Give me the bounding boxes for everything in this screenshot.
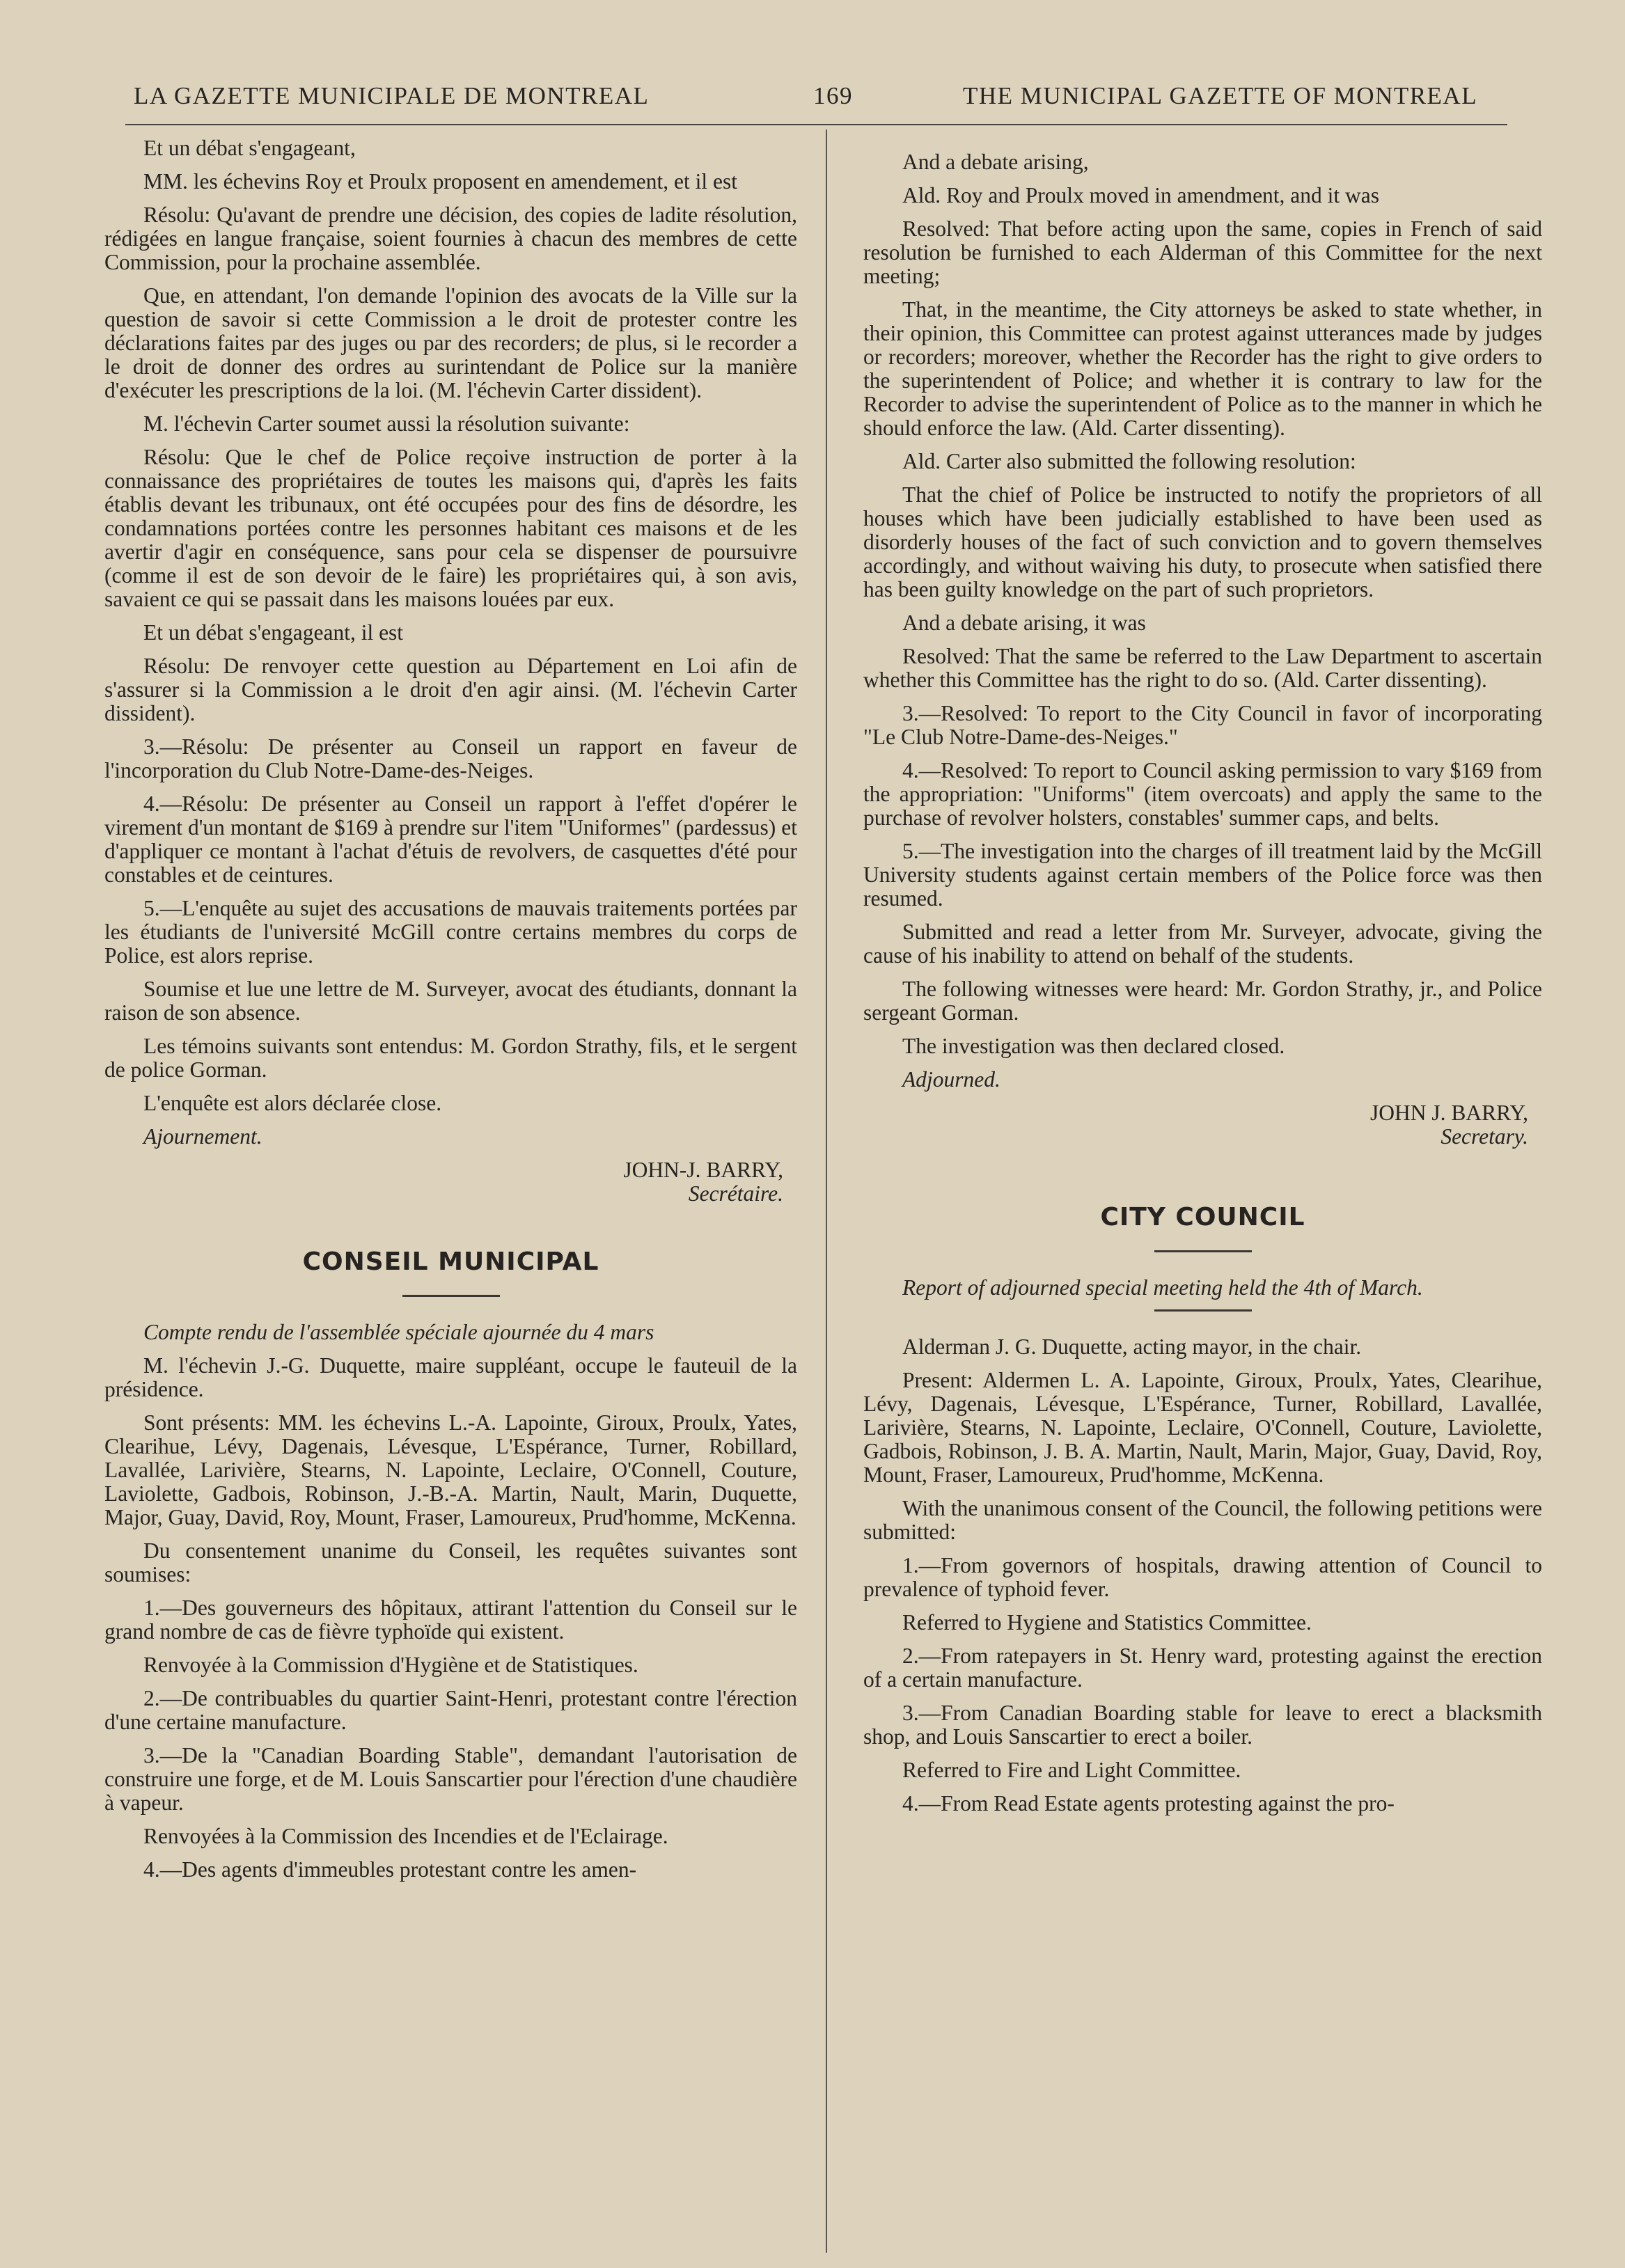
paragraph: 2.—De contribuables du quartier Saint-Henri, protestant contre l'érection d'une certaine manufacture. <box>104 1686 797 1734</box>
paragraph: 4.—Résolu: De présenter au Conseil un rapport à l'effet d'opérer le virement d'un montant de $169 à prendre sur l'item "Uniformes" (pardessus) et d'appliquer ce montant à l'achat d'étuis de revolvers, de casquettes d'été pour constables et de ceintures. <box>104 792 797 887</box>
header-title-english: THE MUNICIPAL GAZETTE OF MONTREAL <box>963 82 1478 109</box>
paragraph: Submitted and read a letter from Mr. Surveyer, advocate, giving the cause of his inability to attend on behalf of the students. <box>863 920 1542 968</box>
paragraph: Résolu: Qu'avant de prendre une décision, des copies de ladite résolution, rédigées en langue française, soient fournies à chacun des membres de cette Commission, pour la prochaine assemblée. <box>104 203 797 274</box>
paragraph: M. l'échevin J.-G. Duquette, maire suppléant, occupe le fauteuil de la présidence. <box>104 1353 797 1401</box>
paragraph: Alderman J. G. Duquette, acting mayor, in the chair. <box>902 1334 1362 1359</box>
paragraph: And a debate arising, it was <box>902 611 1146 635</box>
paragraph: 2.—From ratepayers in St. Henry ward, protesting against the erection of a certain manufacture. <box>863 1644 1542 1692</box>
paragraph: That the chief of Police be instructed to notify the proprietors of all houses which have been judicially established to have been used as disorderly houses of the fact of such conviction and to govern themselves accordingly, and without waiving his duty, to prosecute when satisfied there has been guilty knowledge on the part of such proprietors. <box>863 482 1542 601</box>
paragraph: Résolu: De renvoyer cette question au Département en Loi afin de s'assurer si la Commission a le droit d'en agir ainsi. (M. l'échevin Carter dissident). <box>104 654 797 725</box>
council-title: CITY COUNCIL <box>1100 1203 1305 1231</box>
paragraph: 5.—L'enquête au sujet des accusations de mauvais traitements portées par les étudiants de l'université McGill contre certains membres du corps de Police, est alors reprise. <box>104 896 797 968</box>
paragraph: Renvoyées à la Commission des Incendies et de l'Eclairage. <box>143 1824 668 1848</box>
paragraph: Et un débat s'engageant, il est <box>143 620 404 645</box>
paragraph: L'enquête est alors déclarée close. <box>143 1091 442 1115</box>
page-number: 169 <box>813 82 853 109</box>
paragraph: 1.—From governors of hospitals, drawing attention of Council to prevalence of typhoid fever. <box>863 1553 1542 1601</box>
header-rule <box>125 124 1507 125</box>
header-title-french: LA GAZETTE MUNICIPALE DE MONTREAL <box>134 82 650 109</box>
column-divider <box>826 129 827 2253</box>
council-subtitle: Report of adjourned special meeting held the 4th of March. <box>902 1275 1423 1300</box>
paragraph: Referred to Fire and Light Committee. <box>902 1758 1241 1782</box>
paragraph: Ald. Roy and Proulx moved in amendment, and it was <box>902 183 1380 207</box>
paragraph: That, in the meantime, the City attorneys be asked to state whether, in their opinion, this Committee can protest against utterances made by judges or recorders; moreover, whether the Recorder has the right to give orders to the superintendent of Police; and whether it is contrary to law for the Recorder to advise the superintendent of Police as to the manner in which he should enforce the law. (Ald. Carter dissenting). <box>863 297 1542 440</box>
signature: JOHN J. BARRY, <box>1370 1101 1528 1125</box>
signature: JOHN-J. BARRY, <box>623 1158 783 1182</box>
paragraph: With the unanimous consent of the Council, the following petitions were submitted: <box>863 1496 1542 1544</box>
french-column <box>104 136 797 1891</box>
adjournment: Ajournement. <box>143 1124 262 1149</box>
paragraph: The following witnesses were heard: Mr. Gordon Strathy, jr., and Police sergeant Gorman. <box>863 977 1542 1025</box>
paragraph: 4.—Des agents d'immeubles protestant contre les amen- <box>143 1857 637 1882</box>
paragraph: 4.—From Read Estate agents protesting against the pro- <box>902 1791 1395 1816</box>
subtitle-rule <box>1154 1309 1252 1312</box>
paragraph: Du consentement unanime du Conseil, les requêtes suivantes sont soumises: <box>104 1538 797 1586</box>
english-column <box>863 150 1542 1825</box>
paragraph: 3.—Résolu: De présenter au Conseil un rapport en faveur de l'incorporation du Club Notre-Dame-des-Neiges. <box>104 734 797 782</box>
paragraph: And a debate arising, <box>902 150 1089 174</box>
title-rule <box>402 1295 500 1297</box>
title-rule <box>1154 1250 1252 1252</box>
paragraph: Soumise et lue une lettre de M. Surveyer, avocat des étudiants, donnant la raison de son absence. <box>104 977 797 1025</box>
paragraph: 1.—Des gouverneurs des hôpitaux, attirant l'attention du Conseil sur le grand nombre de cas de fièvre typhoïde qui existent. <box>104 1596 797 1644</box>
council-subtitle: Compte rendu de l'assemblée spéciale ajournée du 4 mars <box>143 1320 654 1344</box>
signature-title: Secretary. <box>1440 1124 1528 1149</box>
paragraph: Sont présents: MM. les échevins L.-A. Lapointe, Giroux, Proulx, Yates, Clearihue, Lévy, Dagenais, Lévesque, L'Espérance, Turner, Robillard, Lavallée, Larivière, Stearns, N. Lapointe, Leclaire, O'Connell, Couture, Laviolette, Gadbois, Robinson, J.-B.-A. Martin, Nault, Marin, Duquette, Major, Guay, David, Roy, Mount, Fraser, Lamoureux, Prud'homme, McKenna. <box>104 1410 797 1529</box>
paragraph: Renvoyée à la Commission d'Hygiène et de Statistiques. <box>143 1653 638 1677</box>
paragraph: M. l'échevin Carter soumet aussi la résolution suivante: <box>143 411 630 436</box>
paragraph: Present: Aldermen L. A. Lapointe, Giroux, Proulx, Yates, Clearihue, Lévy, Dagenais, Lévesque, L'Espérance, Turner, Robillard, Lavallée, Larivière, Stearns, N. Lapointe, Leclaire, O'Connell, Couture, Laviolette, Gadbois, Robinson, J. B. A. Martin, Nault, Marin, Major, Guay, David, Roy, Mount, Fraser, Lamoureux, Prud'homme, McKenna. <box>863 1368 1542 1487</box>
paragraph: Que, en attendant, l'on demande l'opinion des avocats de la Ville sur la question de savoir si cette Commission a le droit de protester contre les déclarations faites par des juges ou par des recorders; de plus, si le recorder a le droit de donner des ordres au surintendant de Police sur la manière d'exécuter les prescriptions de la loi. (M. l'échevin Carter dissident). <box>104 283 797 402</box>
paragraph: 3.—De la "Canadian Boarding Stable", demandant l'autorisation de construire une forge, et de M. Louis Sanscartier pour l'érection d'une chaudière à vapeur. <box>104 1743 797 1815</box>
paragraph: 3.—Resolved: To report to the City Council in favor of incorporating "Le Club Notre-Dame-des-Neiges." <box>863 701 1542 749</box>
paragraph: Et un débat s'engageant, <box>143 136 356 160</box>
paragraph: 3.—From Canadian Boarding stable for leave to erect a blacksmith shop, and Louis Sanscartier to erect a boiler. <box>863 1701 1542 1749</box>
paragraph: 5.—The investigation into the charges of ill treatment laid by the McGill University students against certain members of the Police force was then resumed. <box>863 839 1542 911</box>
paragraph: Les témoins suivants sont entendus: M. Gordon Strathy, fils, et le sergent de police Gorman. <box>104 1034 797 1082</box>
paragraph: Ald. Carter also submitted the following resolution: <box>902 449 1356 473</box>
paragraph: 4.—Resolved: To report to Council asking permission to vary $169 from the appropriation: "Uniforms" (item overcoats) and apply the same to the purchase of revolver holsters, constables' summer caps, and belts. <box>863 758 1542 830</box>
adjournment: Adjourned. <box>902 1067 1000 1092</box>
signature-title: Secrétaire. <box>688 1181 783 1206</box>
paragraph: Résolu: Que le chef de Police reçoive instruction de porter à la connaissance des propriétaires de toutes les maisons qui, d'après les faits établis devant les tribunaux, ont été occupées pour des fins de désordre, les condamnations portées contre les personnes habitant ces maisons et de les avertir d'agir en conséquence, sans pour cela se dispenser de poursuivre (comme il est de son devoir de le faire) les propriétaires qui, à son avis, savaient ce qui se passait dans les maisons louées par eux. <box>104 445 797 611</box>
paragraph: Referred to Hygiene and Statistics Committee. <box>902 1610 1312 1635</box>
paragraph: MM. les échevins Roy et Proulx proposent en amendement, et il est <box>143 169 737 194</box>
paragraph: The investigation was then declared closed. <box>902 1034 1285 1058</box>
paragraph: Resolved: That before acting upon the same, copies in French of said resolution be furnished to each Alderman of this Committee for the next meeting; <box>863 216 1542 288</box>
council-title: CONSEIL MUNICIPAL <box>302 1247 599 1276</box>
paragraph: Resolved: That the same be referred to the Law Department to ascertain whether this Committee has the right to do so. (Ald. Carter dissenting). <box>863 644 1542 692</box>
